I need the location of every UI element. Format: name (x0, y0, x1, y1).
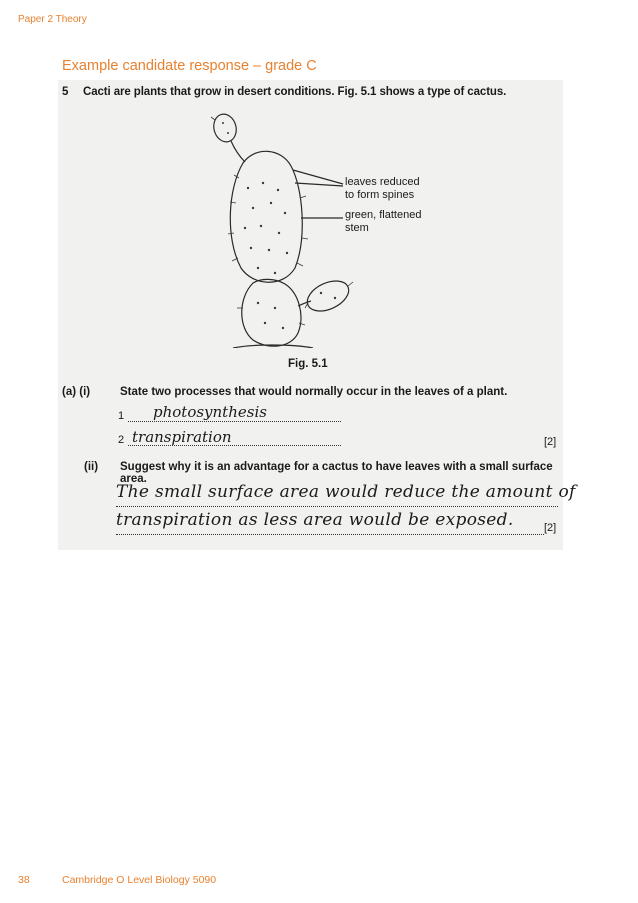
question-intro: Cacti are plants that grow in desert conditions. Fig. 5.1 shows a type of cactus. (83, 86, 507, 98)
marks-a-i: [2] (544, 436, 557, 448)
question-number: 5 (62, 86, 69, 98)
answer-ii-line-1 (116, 506, 558, 507)
section-title: Example candidate response – grade C (62, 58, 317, 74)
answer-ii-line-2 (116, 534, 544, 535)
answer-ii-handwriting-2: transpiration as less area would be exposed. (116, 510, 514, 530)
page-number: 38 (18, 874, 30, 886)
answer-1-line (128, 421, 341, 422)
answer-1-number: 1 (118, 410, 125, 422)
answer-1-handwriting: photosynthesis (153, 403, 267, 421)
small-top-pad (211, 112, 239, 145)
part-a-i-question: State two processes that would normally occur in the leaves of a plant. (120, 386, 508, 398)
part-a-ii-question: Suggest why it is an advantage for a cactus to have leaves with a small surface area. (120, 461, 553, 485)
running-head: Paper 2 Theory (18, 14, 87, 25)
answer-ii-handwriting-1: The small surface area would reduce the amount of (116, 482, 576, 502)
main-pad (230, 151, 302, 282)
answer-2-handwriting: transpiration (132, 428, 232, 446)
figure-caption: Fig. 5.1 (288, 358, 328, 370)
scanned-exam-response (58, 80, 576, 550)
label-stem: green, flattened stem (345, 209, 422, 234)
answer-2-number: 2 (118, 434, 125, 446)
lower-pad (242, 279, 301, 346)
part-a-ii-prefix: (ii) (84, 461, 99, 473)
side-pad (303, 275, 354, 317)
cactus-figure (203, 108, 423, 348)
label-leaves: leaves reduced to form spines (345, 176, 420, 201)
part-a-i-prefix: (a) (i) (62, 386, 91, 398)
footer-title: Cambridge O Level Biology 5090 (62, 874, 217, 886)
marks-a-ii: [2] (544, 522, 557, 534)
